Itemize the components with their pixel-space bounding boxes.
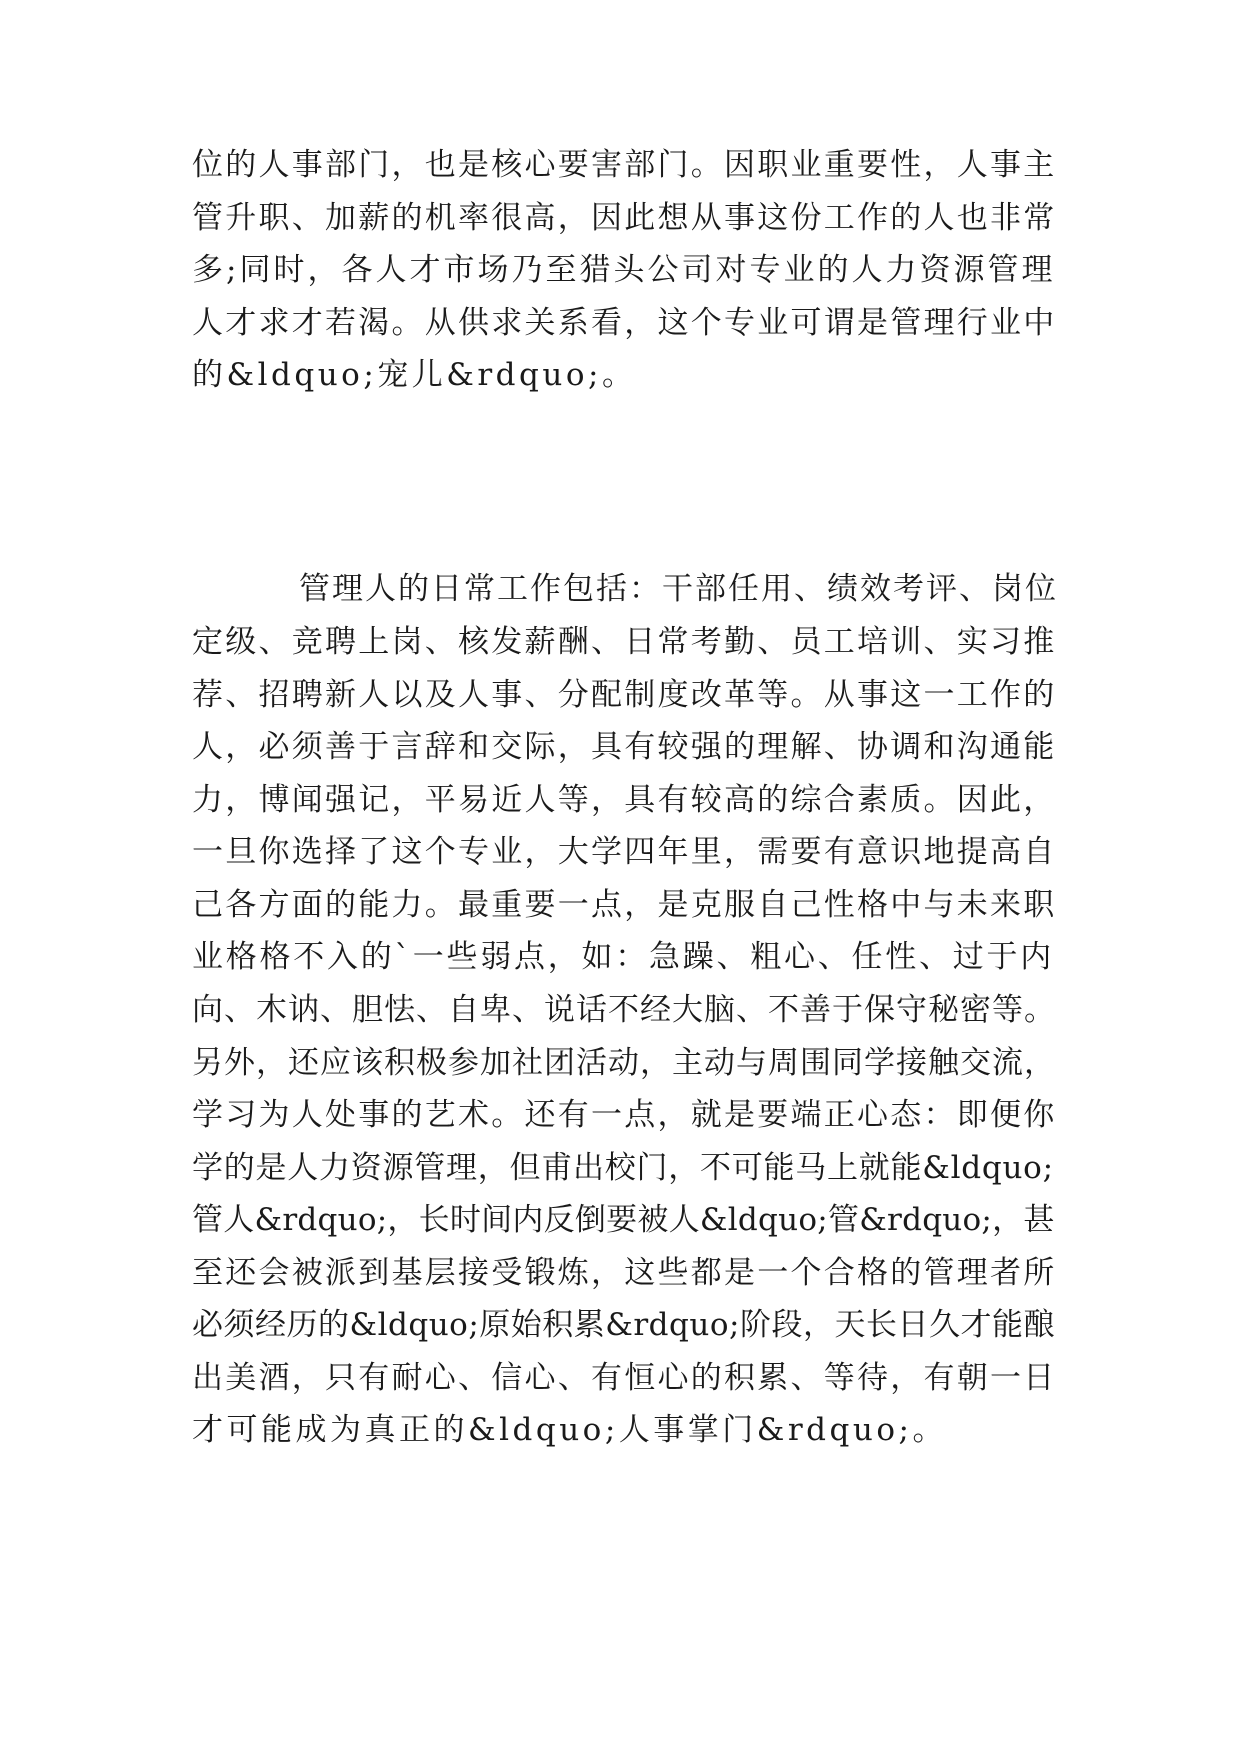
text-line: 多;同时，各人才市场乃至猎头公司对专业的人力资源管理 (192, 252, 1056, 288)
text-line: 的&ldquo;宠儿&rdquo;。 (192, 357, 637, 393)
text-line: 另外，还应该积极参加社团活动，主动与周围同学接触交流， (192, 1045, 1056, 1081)
text-line: 人，必须善于言辞和交际，具有较强的理解、协调和沟通能 (192, 729, 1057, 765)
text-line: 一旦你选择了这个专业，大学四年里，需要有意识地提高自 (192, 834, 1057, 870)
text-line: 学的是人力资源管理，但甫出校门，不可能马上就能&ldquo; (192, 1150, 1054, 1186)
text-line: 至还会被派到基层接受锻炼，这些都是一个合格的管理者所 (192, 1255, 1057, 1291)
text-line: 荐、招聘新人以及人事、分配制度改革等。从事这一工作的 (192, 677, 1057, 713)
text-line: 向、木讷、胆怯、自卑、说话不经大脑、不善于保守秘密等。 (192, 992, 1056, 1028)
text-line: 业格格不入的`一些弱点，如：急躁、粗心、任性、过于内 (192, 939, 1054, 975)
text-line: 管升职、加薪的机率很高，因此想从事这份工作的人也非常 (192, 200, 1057, 236)
text-line: 才可能成为真正的&ldquo;人事掌门&rdquo;。 (192, 1412, 947, 1448)
text-line: 定级、竞聘上岗、核发薪酬、日常考勤、员工培训、实习推 (192, 624, 1057, 660)
text-line: 出美酒，只有耐心、信心、有恒心的积累、等待，有朝一日 (192, 1360, 1057, 1396)
text-line: 必须经历的&ldquo;原始积累&rdquo;阶段，天长日久才能酿 (192, 1307, 1055, 1343)
text-line: 管理人的日常工作包括：干部任用、绩效考评、岗位 (299, 571, 1058, 607)
text-line: 学习为人处事的艺术。还有一点，就是要端正心态：即便你 (192, 1097, 1057, 1133)
text-line: 己各方面的能力。最重要一点，是克服自己性格中与未来职 (192, 887, 1057, 923)
text-line: 管人&rdquo;，长时间内反倒要被人&ldquo;管&rdquo;，甚 (192, 1202, 1055, 1238)
text-line: 力，博闻强记，平易近人等，具有较高的综合素质。因此， (192, 782, 1057, 818)
text-line: 位的人事部门，也是核心要害部门。因职业重要性，人事主 (192, 147, 1057, 183)
text-line: 人才求才若渴。从供求关系看，这个专业可谓是管理行业中 (192, 305, 1057, 341)
